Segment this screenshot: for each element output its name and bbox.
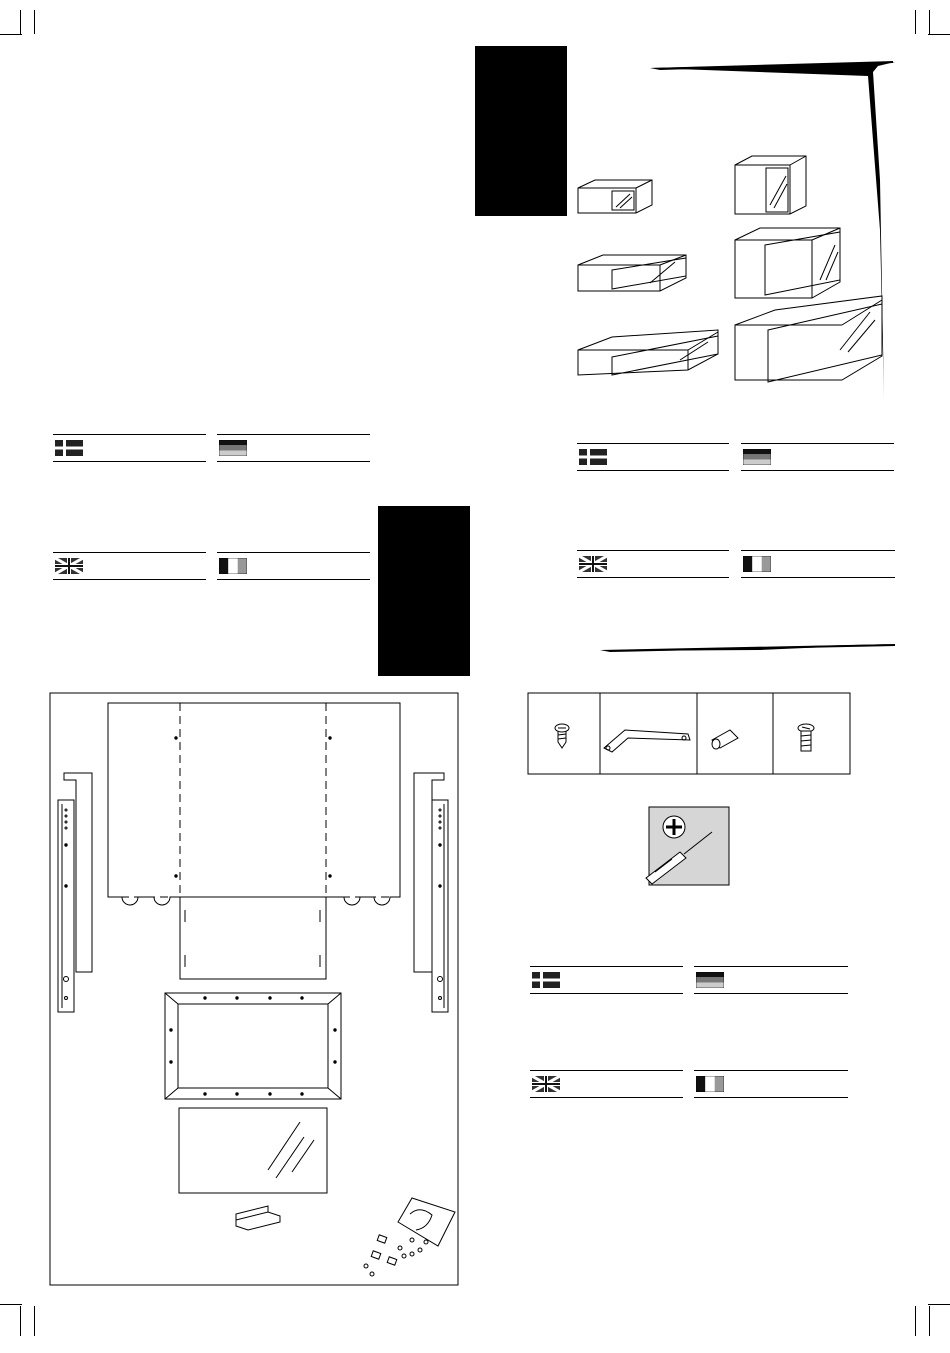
german-flag [219,440,247,456]
document-code [360,60,370,130]
screw-icon [555,724,569,748]
crop-mark [915,1306,916,1336]
french-flag [743,556,771,572]
language-row-swedish [577,443,729,471]
language-row-swedish [530,966,683,994]
right-side-rail [414,773,448,1012]
crop-mark [0,1304,22,1305]
language-row-swedish [53,434,206,462]
crop-mark [929,10,930,34]
brand-block-top [475,46,567,216]
uk-flag [532,1076,560,1092]
hardware-bag [364,1198,455,1276]
crop-mark [20,10,21,34]
crop-mark [0,34,22,35]
french-flag [696,1076,724,1092]
language-row-english [530,1070,683,1098]
crop-mark [929,1306,930,1336]
drawer-handle [236,1206,280,1230]
language-row-english [53,552,206,580]
language-row-german [741,443,894,471]
crop-mark [34,10,35,34]
phillips-screwdriver-icon [646,816,712,884]
glass-pane [179,1108,327,1193]
uk-flag [579,556,607,572]
drawer-long-high [735,296,882,382]
brand-block-middle [378,506,470,676]
spacer-icon [712,730,738,749]
german-flag [696,972,724,988]
crop-mark [34,1306,35,1336]
swedish-flag [532,972,560,988]
crop-mark [915,10,916,34]
drawer-body-panel [108,703,400,979]
crop-mark [20,1306,21,1336]
uk-flag [55,558,83,574]
language-row-french [694,1070,848,1098]
front-frame [165,993,341,1099]
drawer-medium-low [578,255,686,291]
crop-mark [928,1304,950,1305]
language-row-german [694,966,848,994]
drawer-long-low [578,330,718,375]
left-side-rail [58,773,92,1012]
bolt-icon [798,724,814,751]
language-row-french [217,552,370,580]
drawer-small-high [735,156,806,214]
swedish-flag [55,440,83,456]
drawer-medium-high [735,228,840,298]
language-row-english [577,550,729,578]
french-flag [219,558,247,574]
bracket-icon [604,730,690,752]
german-flag [743,449,771,465]
crop-mark [928,34,950,35]
drawer-small-low [578,180,652,213]
swedish-flag [579,449,607,465]
language-row-german [217,434,370,462]
language-row-french [741,550,895,578]
